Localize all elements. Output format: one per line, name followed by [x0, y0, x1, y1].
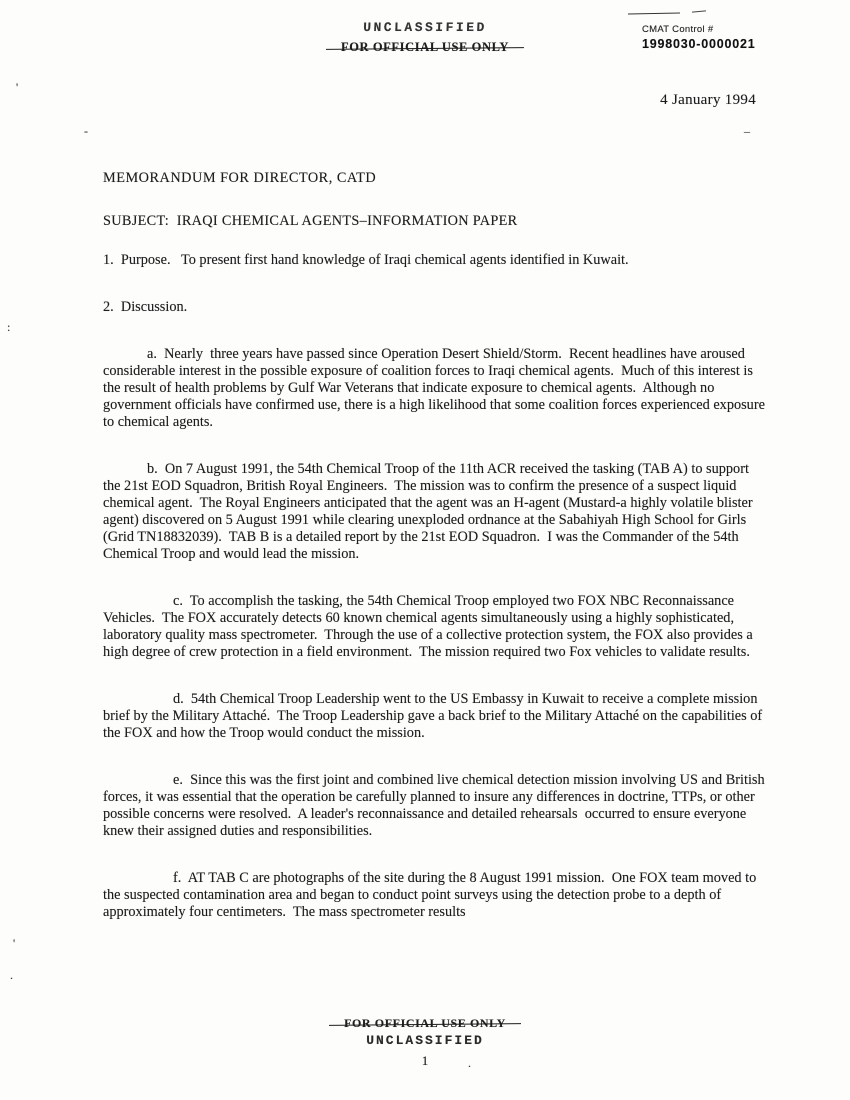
scan-mark-dash [692, 10, 706, 12]
fouo-header-struck: FOR OFFICIAL USE ONLY [340, 40, 510, 54]
fouo-footer-row [0, 1014, 850, 1032]
cmat-control-number: 1998030-0000021 [642, 37, 756, 51]
footer-classification-block [0, 1014, 850, 1069]
subject-line: SUBJECT: IRAQI CHEMICAL AGENTS–INFORMATION PAPER [103, 213, 518, 229]
memo-paragraph: e. Since this was the first joint and combined live chemical detection mission involving US and British forces, it was essential that the operation be carefully planned to insure any differences in doctrine, TTPs, or other possible concerns were resolved. A leader's reconnaissance and detailed rehearsals occurred to ensure everyone knew their assigned duties and responsibilities. [103, 772, 769, 839]
scan-artifact: : [7, 320, 11, 334]
scan-artifact: ' [13, 936, 16, 950]
classification-header: UNCLASSIFIED [362, 20, 488, 35]
scan-artifact: . [10, 968, 13, 982]
page-number: 1 [421, 1053, 429, 1068]
cmat-control-label: CMAT Control # [642, 24, 714, 35]
memo-for-line: MEMORANDUM FOR DIRECTOR, CATD [103, 170, 377, 186]
scan-artifact: _ [744, 120, 750, 134]
memo-paragraph: c. To accomplish the tasking, the 54th Chemical Troop employed two FOX NBC Reconnaissance Vehicles. The FOX accurately detects 60 known chemical agents simultaneously using a highly sophisticated, laboratory quality mass spectrometer. Through the use of a collective protection system, the FOX also provides a high degree of crew protection in a field environment. The mission required two Fox vehicles to validate results. [103, 593, 757, 660]
scan-artifact: - [84, 124, 88, 138]
memo-paragraph: d. 54th Chemical Troop Leadership went to the US Embassy in Kuwait to receive a complete mission brief by the Military Attaché. The Troop Leadership gave a back brief to the Military Attaché on the capabilities of the FOX and how the Troop would conduct the mission. [103, 691, 766, 741]
classification-footer: UNCLASSIFIED [366, 1033, 484, 1048]
cmat-control-block [642, 24, 756, 51]
memo-paragraph: f. AT TAB C are photographs of the site during the 8 August 1991 mission. One FOX team moved to the suspected contamination area and began to conduct point surveys using the detection probe to a depth of approximately four centimeters. The mass spectrometer results [103, 870, 760, 920]
memo-paragraph: a. Nearly three years have passed since Operation Desert Shield/Storm. Recent headlines have aroused considerable interest in the possible exposure of coalition forces to Iraqi chemical agents. Much of this interest is the result of health problems by Gulf War Veterans that indicate exposure to chemical agents. Although no government officials have confirmed use, there is a high likelihood that some coalition forces experienced exposure to chemical agents. [103, 346, 769, 430]
fouo-footer-struck: FOR OFFICIAL USE ONLY [344, 1016, 506, 1030]
scan-artifact: ' [16, 80, 19, 94]
memo-paragraph: 2. Discussion. [103, 299, 188, 315]
memo-body [103, 170, 769, 921]
memo-paragraph: b. On 7 August 1991, the 54th Chemical Troop of the 11th ACR received the tasking (TAB A) to support the 21st EOD Squadron, British Royal Engineers. The mission was to confirm the presence of a suspect liquid chemical agent. The Royal Engineers anticipated that the agent was an H-agent (Mustard-a highly volatile blister agent) discovered on 5 August 1991 while clearing unexploded ordnance at the Sabahiyah High School for Girls (Grid TN18832039). TAB B is a detailed report by the 21st EOD Squadron. I was the Commander of the 54th Chemical Troop and would lead the mission. [103, 461, 757, 562]
scan-artifact: . [468, 1056, 471, 1070]
scan-mark-line [628, 13, 680, 15]
memo-paragraph: 1. Purpose. To present first hand knowledge of Iraqi chemical agents identified in Kuwait. [103, 252, 629, 268]
memo-date: 4 January 1994 [660, 92, 756, 108]
